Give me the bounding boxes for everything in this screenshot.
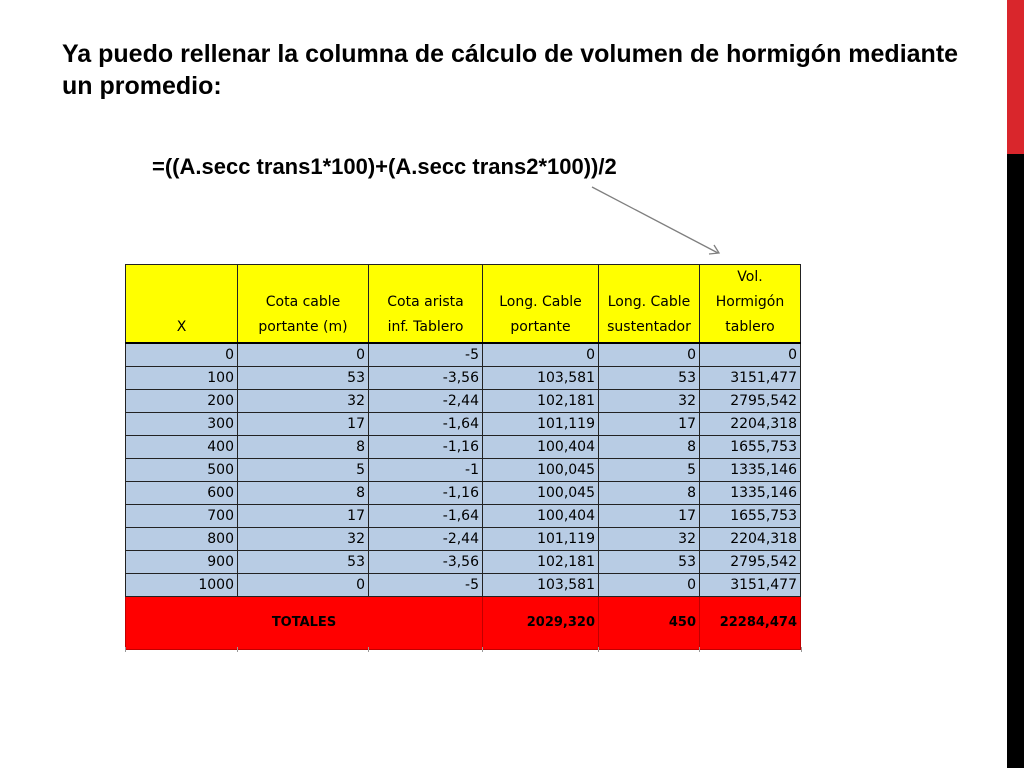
table-cell: 3151,477: [700, 367, 801, 390]
table-row: [126, 574, 801, 597]
table-cell: 800: [126, 528, 238, 551]
table-row: [126, 551, 801, 574]
table-cell: 900: [126, 551, 238, 574]
table-cell: 700: [126, 505, 238, 528]
totals-row: [126, 597, 801, 650]
table-cell: 0: [238, 343, 369, 367]
sheet-gridline-stubs: [125, 647, 802, 652]
table-cell: 101,119: [483, 413, 599, 436]
table-cell: 53: [599, 367, 700, 390]
table-cell: 32: [599, 528, 700, 551]
table-row: [126, 436, 801, 459]
table-cell: 17: [238, 505, 369, 528]
table-cell: -1: [369, 459, 483, 482]
table-cell: -2,44: [369, 528, 483, 551]
table-cell: 8: [238, 482, 369, 505]
table-cell: 400: [126, 436, 238, 459]
table-cell: -1,64: [369, 413, 483, 436]
total-vol-hormigon: 22284,474: [700, 597, 801, 650]
table-cell: 100,404: [483, 505, 599, 528]
table-cell: -5: [369, 574, 483, 597]
table-cell: 32: [599, 390, 700, 413]
table-cell: 0: [700, 343, 801, 367]
table-cell: 5: [599, 459, 700, 482]
accent-bar-black: [1007, 154, 1024, 768]
table-cell: 2204,318: [700, 528, 801, 551]
table-cell: 300: [126, 413, 238, 436]
total-long-cable-portante: 2029,320: [483, 597, 599, 650]
table-cell: 32: [238, 390, 369, 413]
table-cell: 53: [238, 367, 369, 390]
header-cota-arista: Cota arista inf. Tablero: [369, 265, 483, 344]
table-cell: 100,045: [483, 482, 599, 505]
table-cell: -1,16: [369, 482, 483, 505]
table-cell: 200: [126, 390, 238, 413]
table-cell: 100,404: [483, 436, 599, 459]
slide-title: Ya puedo rellenar la columna de cálculo de volumen de hormigón mediante un promedio:: [62, 40, 959, 100]
table-cell: 0: [599, 343, 700, 367]
table-cell: 5: [238, 459, 369, 482]
header-long-cable-sustentador: Long. Cable sustentador: [599, 265, 700, 344]
formula-text: =((A.secc trans1*100)+(A.secc trans2*100))/2: [152, 154, 617, 179]
table-row: [126, 459, 801, 482]
table-row: [126, 413, 801, 436]
table-cell: 0: [126, 343, 238, 367]
table-cell: 100,045: [483, 459, 599, 482]
accent-bar-red: [1007, 0, 1024, 154]
table-row: [126, 528, 801, 551]
table-cell: 17: [238, 413, 369, 436]
table-cell: 17: [599, 413, 700, 436]
table-cell: 2795,542: [700, 551, 801, 574]
table-cell: 500: [126, 459, 238, 482]
total-long-cable-sustentador: 450: [599, 597, 700, 650]
table-cell: -1,64: [369, 505, 483, 528]
table-cell: 103,581: [483, 574, 599, 597]
table-cell: 8: [238, 436, 369, 459]
table-cell: 32: [238, 528, 369, 551]
table-cell: 8: [599, 436, 700, 459]
table-cell: 3151,477: [700, 574, 801, 597]
table-cell: 8: [599, 482, 700, 505]
table-body: [126, 343, 801, 597]
table-row: [126, 505, 801, 528]
table-cell: 1335,146: [700, 482, 801, 505]
header-long-cable-portante: Long. Cable portante: [483, 265, 599, 344]
table-cell: 0: [599, 574, 700, 597]
table-cell: 53: [238, 551, 369, 574]
table-cell: -5: [369, 343, 483, 367]
table-cell: -3,56: [369, 551, 483, 574]
table-cell: 0: [483, 343, 599, 367]
table-cell: 1000: [126, 574, 238, 597]
table-cell: 102,181: [483, 551, 599, 574]
table-cell: 2795,542: [700, 390, 801, 413]
table-cell: 101,119: [483, 528, 599, 551]
table-row: [126, 390, 801, 413]
volume-table: [125, 264, 801, 650]
table-cell: -2,44: [369, 390, 483, 413]
table-cell: 103,581: [483, 367, 599, 390]
header-cota-cable-portante: Cota cable portante (m): [238, 265, 369, 344]
table-cell: 102,181: [483, 390, 599, 413]
table-row: [126, 482, 801, 505]
table-row: [126, 343, 801, 367]
table-cell: 100: [126, 367, 238, 390]
totals-label: TOTALES: [126, 597, 483, 650]
header-vol-hormigon: Vol. Hormigón tablero: [700, 265, 801, 344]
table-cell: 17: [599, 505, 700, 528]
table-cell: 1655,753: [700, 436, 801, 459]
table-cell: 53: [599, 551, 700, 574]
table-cell: 1335,146: [700, 459, 801, 482]
table-cell: 600: [126, 482, 238, 505]
header-x: X: [126, 265, 238, 344]
table-cell: -1,16: [369, 436, 483, 459]
header-row: [126, 265, 801, 344]
table-cell: -3,56: [369, 367, 483, 390]
table-cell: 1655,753: [700, 505, 801, 528]
table-cell: 2204,318: [700, 413, 801, 436]
table-row: [126, 367, 801, 390]
table-cell: 0: [238, 574, 369, 597]
